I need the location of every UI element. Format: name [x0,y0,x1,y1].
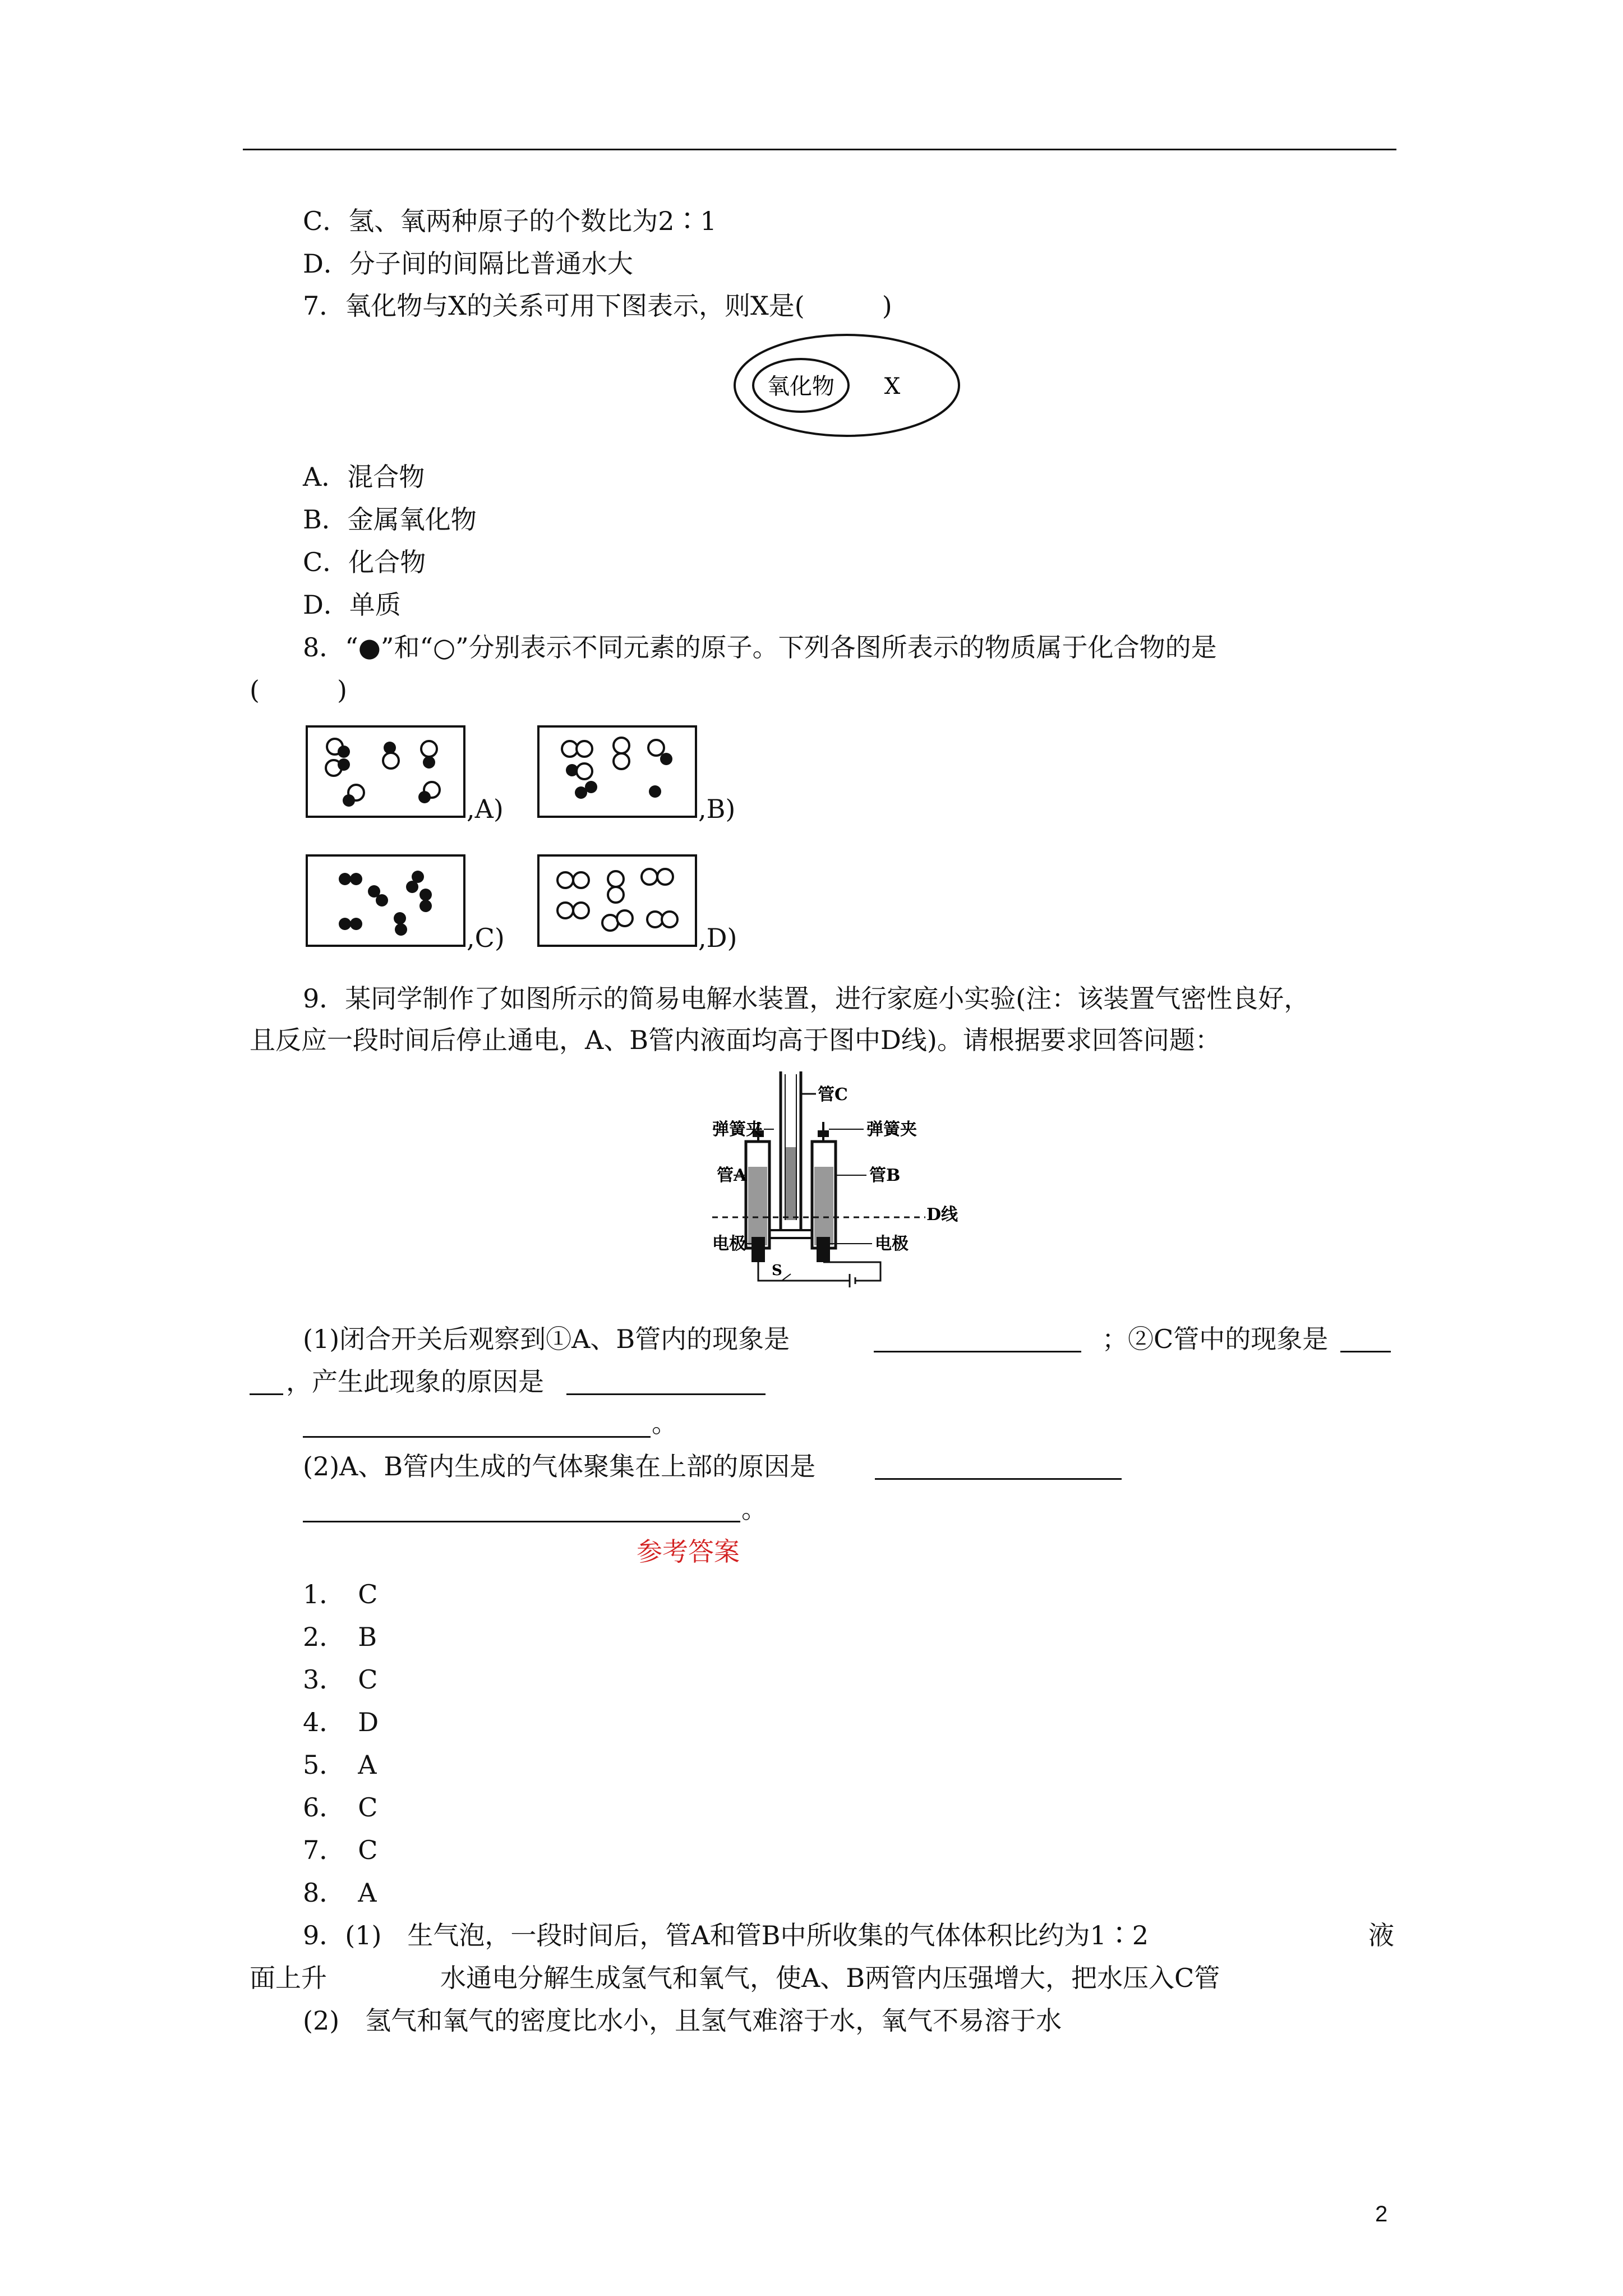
answer-item: 5． A [303,1750,377,1780]
q9-sub1-text-b: ；②C管中的现象是 [1102,1324,1329,1354]
q7-option-c: C．化合物 [303,547,426,577]
q7-option-d: D．单质 [303,590,401,620]
q9-stem-line2: 且反应一段时间后停止通电，A、B管内液面均高于图中D线)。请根据要求回答问题： [250,1025,1221,1055]
blank-3a [566,1393,766,1395]
q6-option-c: C．氢、氧两种原子的个数比为2∶1 [303,206,717,236]
answer-9-line3: (2) 氢气和氧气的密度比水小，且氢气难溶于水，氧气不易溶于水 [303,2005,1062,2036]
tube-a-label: 管A [717,1166,747,1185]
d-line-label: D线 [926,1205,958,1225]
q8-box-a [306,725,465,818]
tube-c-label: 管C [818,1085,848,1105]
answer-item: 4． D [303,1707,379,1737]
q8-label-a: ,A) [467,794,504,824]
period-1: 。 [652,1408,677,1438]
q8-label-c: ,C) [467,923,505,953]
venn-diagram [732,331,962,440]
blank-4b [303,1521,740,1522]
q8-paren: ( ) [250,675,347,705]
answers-title: 参考答案 [637,1536,740,1567]
answer-item: 7． C [303,1835,378,1865]
blank-4a [875,1478,1122,1480]
q8-stem: 8．“●”和“○”分别表示不同元素的原子。下列各图所表示的物质属于化合物的是 [303,632,1217,662]
q7-option-b: B．金属氧化物 [303,504,477,535]
clamp-right-label: 弹簧夹 [866,1120,917,1139]
q9-sub1-text-c: ，产生此现象的原因是 [286,1366,544,1397]
answer-9-line2: 水通电分解生成氢气和氧气，使A、B两管内压强增大，把水压入C管 [440,1963,1220,1993]
tube-b-label: 管B [869,1166,901,1185]
clamp-left-label: 弹簧夹 [712,1120,763,1139]
switch-label: S [772,1262,782,1279]
answer-item: 8． A [303,1878,377,1908]
blank-3b [303,1436,651,1438]
answer-item: 3． C [303,1664,378,1695]
blank-1 [874,1351,1081,1352]
q9-stem-line1: 9．某同学制作了如图所示的简易电解水装置，进行家庭小实验(注：该装置气密性良好， [303,983,1310,1014]
answer-item: 6． C [303,1792,378,1823]
answer-9-line2-start: 面上升 [250,1963,327,1993]
electrode-left-label: 电极 [712,1234,746,1254]
header-rule [243,149,1396,150]
answer-item: 2． B [303,1622,377,1652]
venn-outer-label: X [884,374,901,399]
venn-inner-label: 氧化物 [767,374,834,399]
q9-sub1-text-a: (1)闭合开关后观察到①A、B管内的现象是 [303,1324,790,1354]
q9-sub2-text: (2)A、B管内生成的气体聚集在上部的原因是 [303,1451,816,1481]
q7-option-a: A．混合物 [303,462,425,492]
period-2: 。 [741,1494,767,1524]
blank-2a [1340,1351,1391,1352]
q8-box-b [537,725,697,818]
q7-stem: 7．氧化物与X的关系可用下图表示，则X是( ) [303,291,892,321]
answer-9-line1: 9．(1) 生气泡，一段时间后，管A和管B中所收集的气体体积比约为1∶2 [303,1920,1149,1950]
electrolysis-apparatus [712,1069,993,1287]
answer-item: 1． C [303,1579,378,1609]
blank-2b [250,1393,283,1395]
q8-label-d: ,D) [698,923,737,953]
answer-9-line1-end: 液 [1368,1920,1394,1950]
q8-label-b: ,B) [698,794,736,824]
q8-box-d [537,854,697,947]
electrode-right-label: 电极 [875,1234,909,1254]
q6-option-d: D．分子间的间隔比普通水大 [303,249,633,279]
q8-box-c [306,854,465,947]
page-number: 2 [1375,2202,1388,2226]
